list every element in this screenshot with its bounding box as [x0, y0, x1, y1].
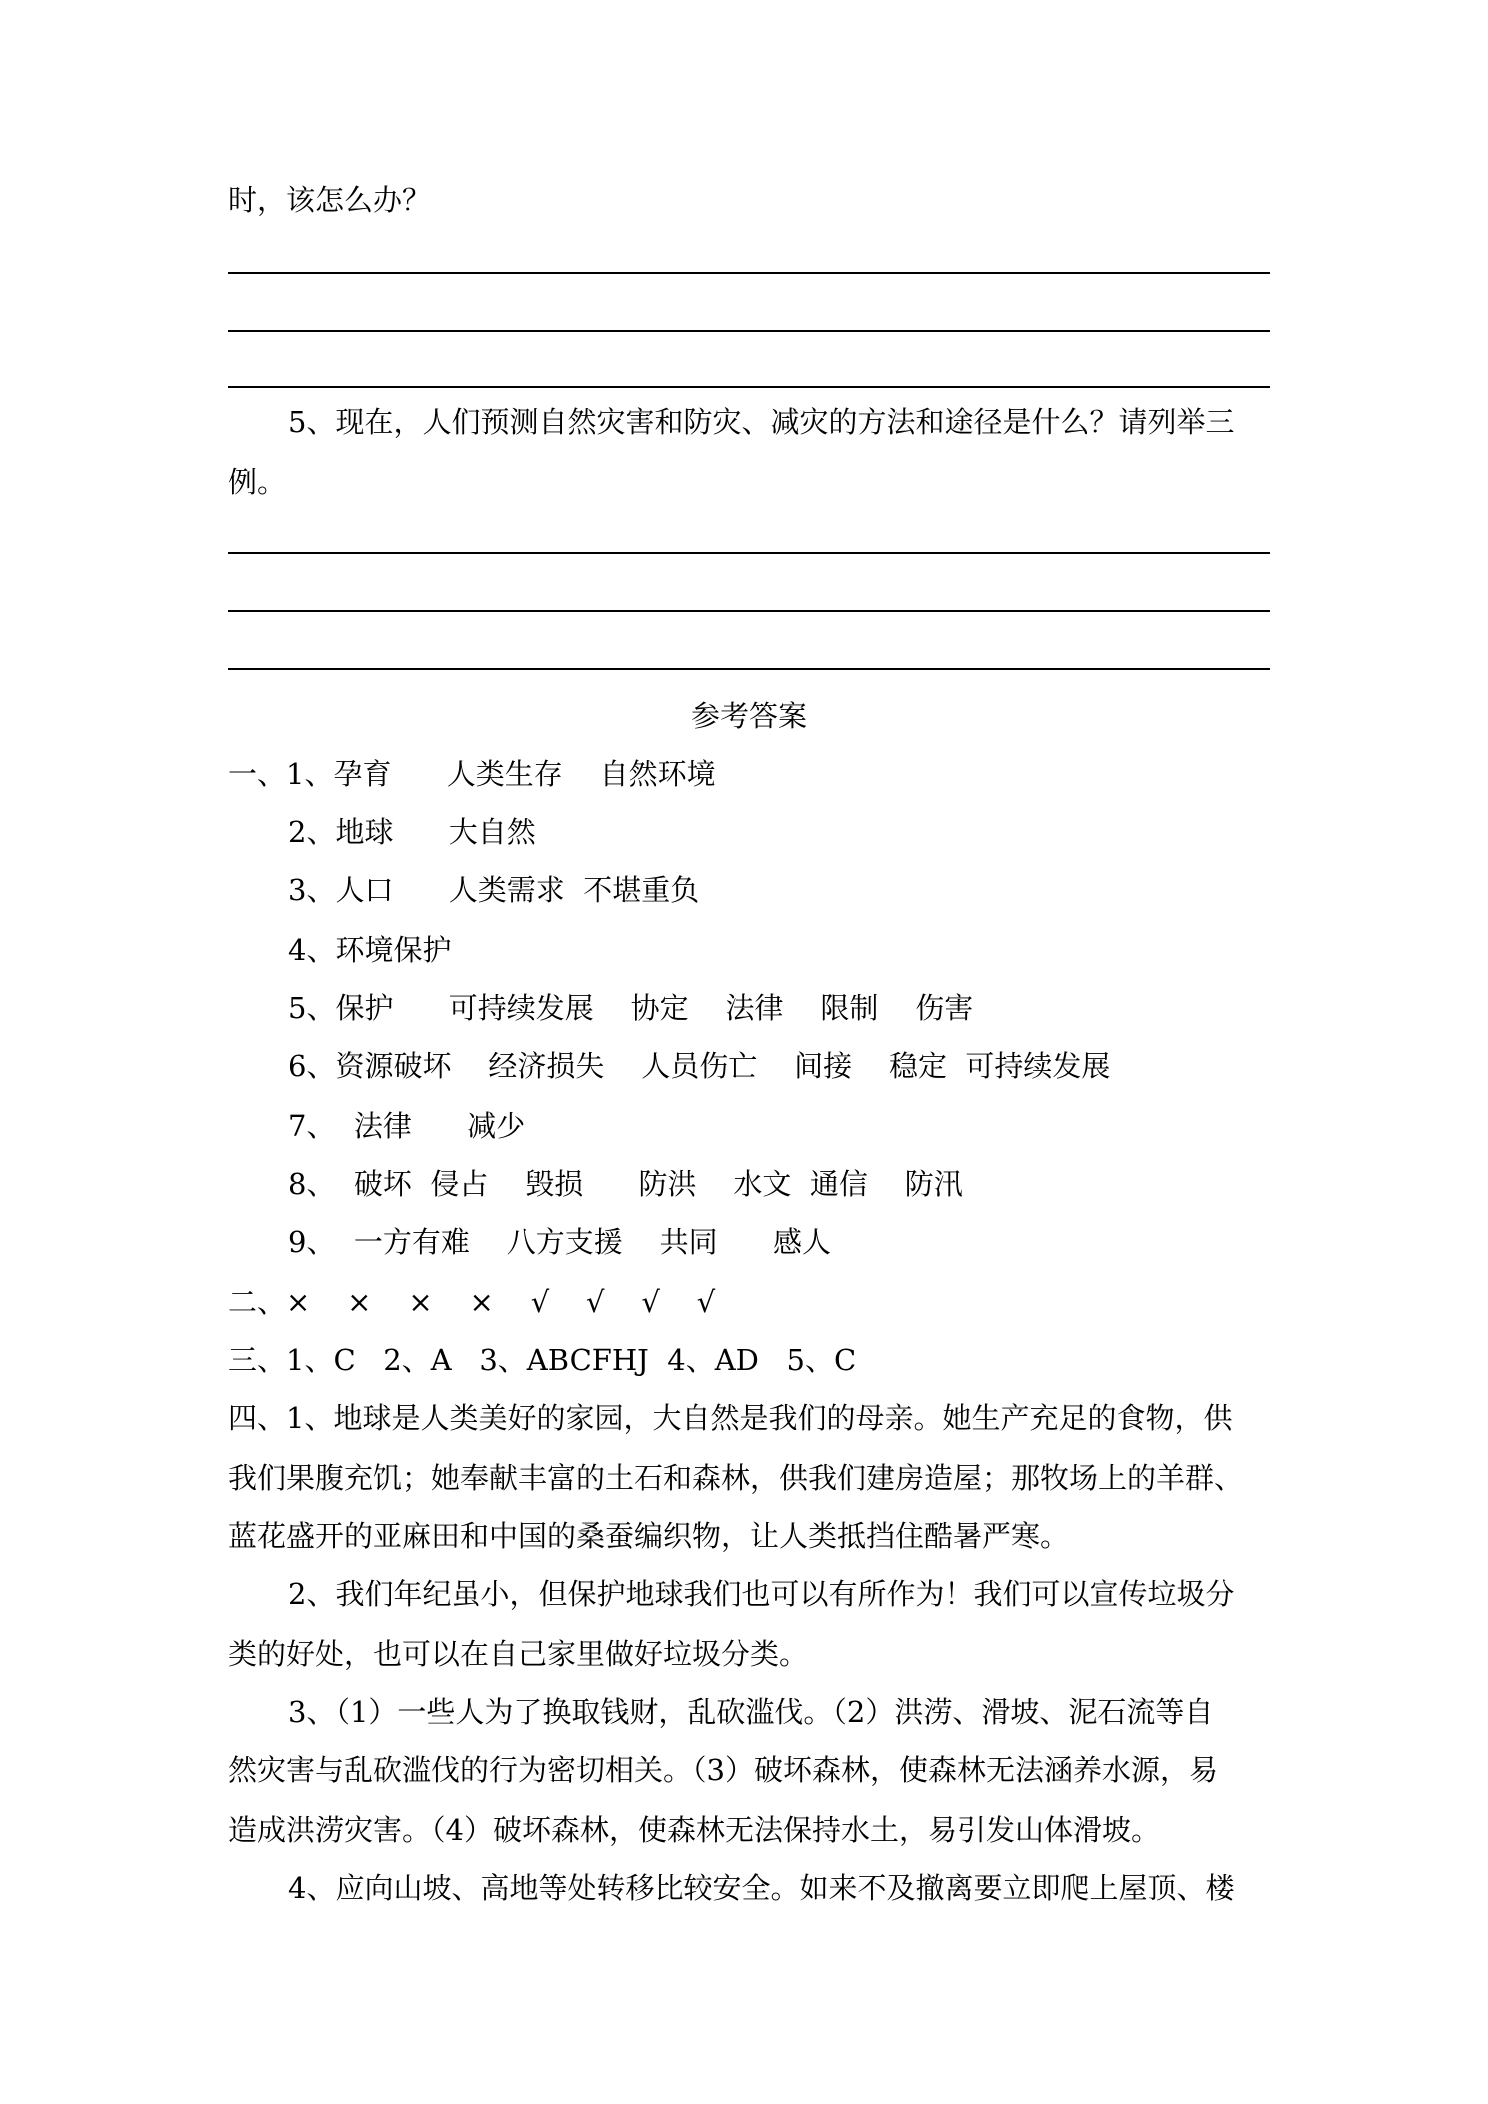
- section-1-answer: 3、人口 人类需求 不堪重负: [288, 873, 700, 907]
- section-1-answer: 2、地球 大自然: [288, 815, 536, 849]
- answer-blank-line[interactable]: [228, 668, 1270, 670]
- answer-blank-line[interactable]: [228, 610, 1270, 612]
- answer-blank-line[interactable]: [228, 386, 1270, 388]
- section-2-answer: 二、× × × × √ √ √ √: [228, 1285, 716, 1319]
- answer-blank-line[interactable]: [228, 272, 1270, 274]
- section-4-answer-line: 造成洪涝灾害。（4）破坏森林，使森林无法保持水土，易引发山体滑坡。: [228, 1813, 1160, 1847]
- question-5-line: 5、现在，人们预测自然灾害和防灾、减灾的方法和途径是什么？请列举三: [288, 405, 1235, 439]
- section-4-answer-line: 我们果腹充饥；她奉献丰富的土石和森林，供我们建房造屋；那牧场上的羊群、: [228, 1461, 1244, 1495]
- section-1-answer: 9、 一方有难 八方支援 共同 感人: [288, 1225, 831, 1259]
- section-4-answer-line: 2、我们年纪虽小，但保护地球我们也可以有所作为！我们可以宣传垃圾分: [288, 1577, 1235, 1611]
- section-1-answer: 4、环境保护: [288, 933, 452, 967]
- section-4-answer-line: 然灾害与乱砍滥伐的行为密切相关。（3）破坏森林，使森林无法涵养水源，易: [228, 1753, 1218, 1787]
- section-4-answer-line: 4、应向山坡、高地等处转移比较安全。如来不及撤离要立即爬上屋顶、楼: [288, 1871, 1235, 1905]
- section-1-answer: 6、资源破坏 经济损失 人员伤亡 间接 稳定 可持续发展: [288, 1049, 1111, 1083]
- section-4-answer-line: 四、1、地球是人类美好的家园，大自然是我们的母亲。她生产充足的食物，供: [228, 1401, 1233, 1435]
- section-4-answer-line: 类的好处，也可以在自己家里做好垃圾分类。: [228, 1637, 809, 1671]
- answer-key-heading: 参考答案: [690, 699, 807, 733]
- section-1-answer: 7、 法律 减少: [288, 1109, 526, 1143]
- question-4-tail: 时，该怎么办？: [228, 183, 432, 217]
- section-1-answer: 5、保护 可持续发展 协定 法律 限制 伤害: [288, 991, 974, 1025]
- section-1-answer: 一、1、孕育 人类生存 自然环境: [228, 757, 716, 791]
- section-4-answer-line: 3、（1）一些人为了换取钱财，乱砍滥伐。（2）洪涝、滑坡、泥石流等自: [288, 1695, 1214, 1729]
- answer-blank-line[interactable]: [228, 552, 1270, 554]
- section-1-answer: 8、 破坏 侵占 毁损 防洪 水文 通信 防汛: [288, 1167, 963, 1201]
- answer-blank-line[interactable]: [228, 330, 1270, 332]
- question-5-line: 例。: [228, 465, 287, 499]
- section-3-answer: 三、1、C 2、A 3、ABCFHJ 4、AD 5、C: [228, 1343, 857, 1377]
- section-4-answer-line: 蓝花盛开的亚麻田和中国的桑蚕编织物，让人类抵挡住酷暑严寒。: [228, 1519, 1070, 1553]
